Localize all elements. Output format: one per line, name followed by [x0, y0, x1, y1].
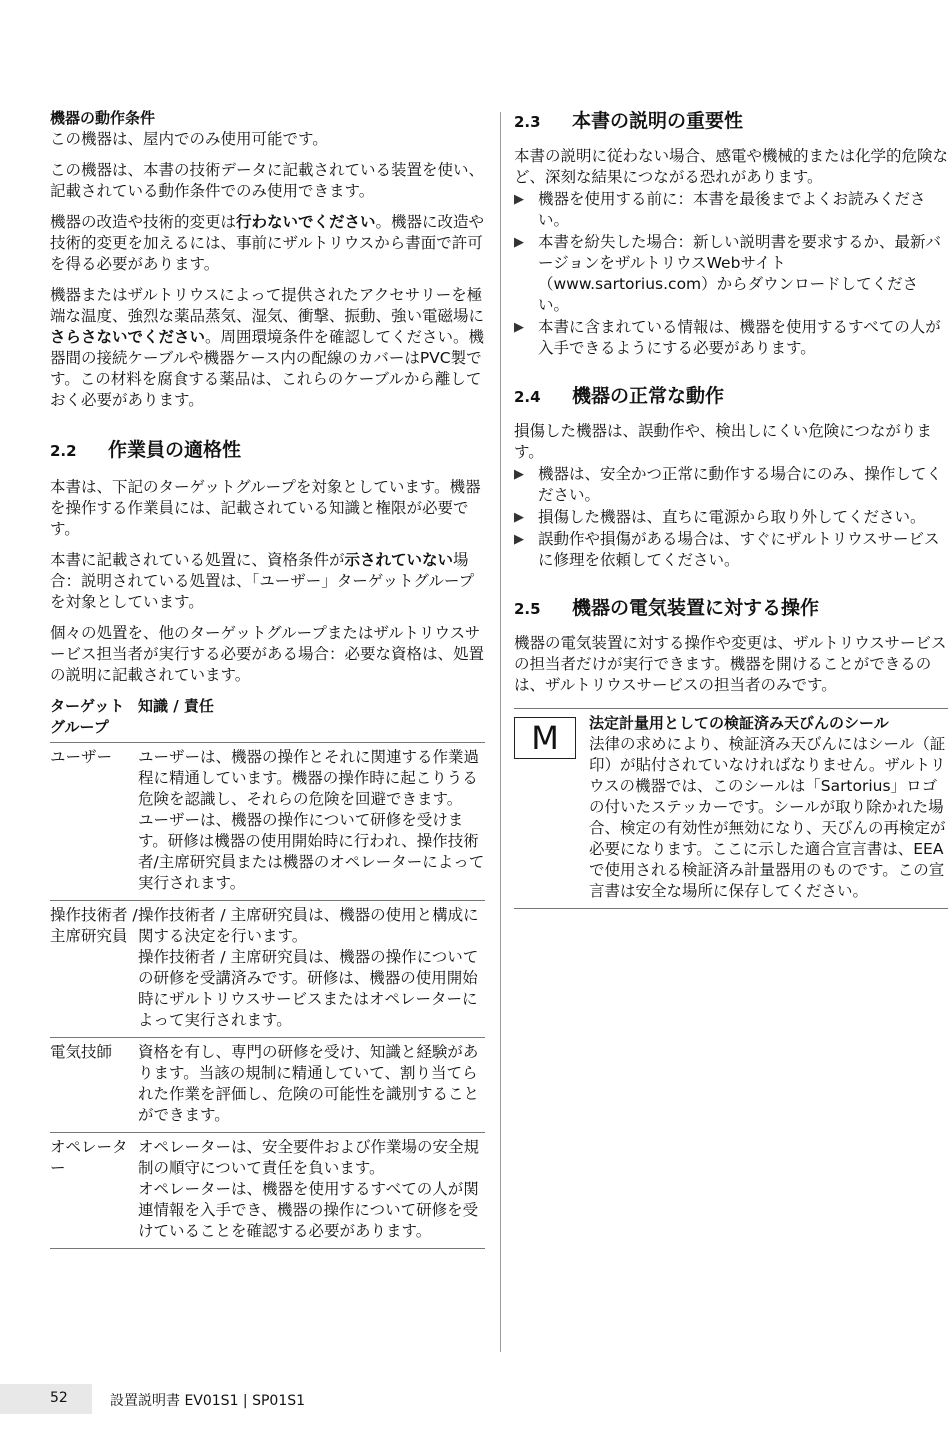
section-2-3-heading	[514, 108, 948, 134]
page-footer	[0, 1384, 950, 1414]
section-2-4-heading	[514, 383, 948, 409]
group-cell: 操作技術者 / 主席研究員	[50, 901, 138, 1038]
list-item: ▶ 機器は、安全かつ正常に動作する場合にのみ、操作してください。	[514, 465, 942, 504]
section-title: 機器の電気装置に対する操作	[572, 597, 820, 619]
importance-bullets	[514, 189, 948, 359]
section-2-5-heading	[514, 595, 948, 621]
table-row	[50, 1133, 485, 1249]
list-item: ▶ 本書に含まれている情報は、機器を使用するすべての人が入手できるようにする必要があります。	[514, 318, 941, 357]
page-number-tab	[0, 1384, 92, 1414]
section-number: 2.3	[514, 113, 541, 131]
qualification-paragraph-1: 本書は、下記のターゲットグループを対象としています。機器を操作する作業員には、記載されている知識と権限が必要です。	[50, 478, 481, 538]
operating-conditions-heading: 機器の動作条件	[50, 109, 156, 127]
column-header-group: ターゲットグループ	[50, 697, 125, 736]
conditions-paragraph-3: 機器の改造や技術的変更は行わないでください。機器に改造や技術的変更を加えるには、事前にザルトリウスから書面で許可を得る必要があります。	[50, 213, 485, 273]
description-cell: ユーザーは、機器の操作とそれに関連する作業過程に精通しています。機器の操作時に起こりうる危険を認識し、それらの危険を回避できます。 ユーザーは、機器の操作について研修を受けます。研修は機器の使用開始時に行われ、操作技術者/主席研究員または機器のオペレーターによって実行されます。	[138, 743, 485, 901]
list-item: ▶ 誤動作や損傷がある場合は、すぐにザルトリウスサービスに修理を依頼してください。	[514, 530, 940, 569]
metrology-m-icon: M	[514, 717, 576, 759]
arrow-icon: ▶	[514, 467, 524, 482]
qualification-paragraph-3: 個々の処置を、他のターゲットグループまたはザルトリウスサービス担当者が実行する必要がある場合：必要な資格は、処置の説明に記載されています。	[50, 624, 485, 684]
section-number: 2.4	[514, 388, 541, 406]
group-cell: ユーザー	[50, 743, 138, 901]
section-2-2-heading	[50, 437, 485, 463]
section-number: 2.5	[514, 600, 541, 618]
section-title: 作業員の適格性	[108, 439, 242, 461]
list-item: ▶ 本書を紛失した場合：新しい説明書を要求するか、最新バージョンをザルトリウスWebサイト（www.sartorius.com）からダウンロードしてください。	[514, 233, 942, 314]
group-cell: 電気技師	[50, 1038, 138, 1133]
description-cell: オペレーターは、安全要件および作業場の安全規制の順守について責任を負います。 オペレーターは、機器を使用するすべての人が関連情報を入手でき、機器の操作について研修を受けていることを確認する必要があります。	[138, 1133, 485, 1249]
right-column	[514, 108, 948, 909]
section-title: 本書の説明の重要性	[572, 110, 744, 132]
verification-seal-notice	[514, 708, 948, 909]
arrow-icon: ▶	[514, 192, 524, 207]
table-row	[50, 743, 485, 901]
table-header-row	[50, 696, 485, 743]
conditions-paragraph-1: この機器は、屋内でのみ使用可能です。	[50, 130, 328, 148]
list-item: ▶ 損傷した機器は、直ちに電源から取り外してください。	[514, 508, 926, 526]
table-row	[50, 901, 485, 1038]
operation-paragraph: 損傷した機器は、誤動作や、検出しにくい危険につながります。	[514, 422, 932, 461]
arrow-icon: ▶	[514, 532, 524, 547]
operation-bullets	[514, 464, 948, 571]
arrow-icon: ▶	[514, 510, 524, 525]
group-cell: オペレーター	[50, 1133, 138, 1249]
column-header-knowledge: 知識 / 責任	[138, 697, 214, 715]
conditions-paragraph-2: この機器は、本書の技術データに記載されている装置を使い、記載されている動作条件でのみ使用できます。	[50, 161, 485, 200]
qualification-paragraph-2: 本書に記載されている処置に、資格条件が示されていない場合：説明されている処置は、「ユーザー」ターゲットグループを対象としています。	[50, 551, 475, 611]
left-column	[50, 108, 485, 1249]
arrow-icon: ▶	[514, 235, 524, 250]
target-group-table	[50, 696, 485, 1249]
description-cell: 操作技術者 / 主席研究員は、機器の使用と構成に関する決定を行います。 操作技術者 / 主席研究員は、機器の操作についての研修を受講済みです。研修は、機器の使用開始時にザルトリウスサービスまたはオペレーターによって実行されます。	[138, 901, 485, 1038]
notice-title: 法定計量用としての検証済み天びんのシール	[589, 714, 889, 732]
column-divider	[500, 112, 501, 1352]
document-title: 設置説明書 EV01S1 | SP01S1	[110, 1393, 306, 1409]
conditions-paragraph-4: 機器またはザルトリウスによって提供されたアクセサリーを極端な温度、強烈な薬品蒸気、湿気、衝撃、振動、強い電磁場にさらさないでください。周囲環境条件を確認してください。機器間の接続ケーブルや機器ケース内の配線のカバーはPVC製です。この材料を腐食する薬品は、これらのケーブルから離しておく必要があります。	[50, 286, 485, 409]
section-title: 機器の正常な動作	[572, 385, 725, 407]
section-number: 2.2	[50, 442, 77, 460]
electrical-paragraph: 機器の電気装置に対する操作や変更は、ザルトリウスサービスの担当者だけが実行できます。機器を開けることができるのは、ザルトリウスサービスの担当者のみです。	[514, 634, 947, 694]
arrow-icon: ▶	[514, 320, 524, 335]
notice-text: 法律の求めにより、検証済み天びんにはシール（証印）が貼付されていなければなりません。ザルトリウスの機器では、このシールは「Sartorius」ロゴの付いたステッカーです。シールが取り除かれた場合、検定の有効性が無効になり、天びんの再検定が必要になります。ここに示した適合宣言書は、EEAで使用される検証済み計量器用のものです。この宣言書は安全な場所に保存してください。	[589, 735, 946, 900]
description-cell: 資格を有し、専門の研修を受け、知識と経験があります。当該の規制に精通していて、割り当てられた作業を評価し、危険の可能性を識別することができます。	[138, 1038, 485, 1133]
list-item: ▶ 機器を使用する前に：本書を最後までよくお読みください。	[514, 190, 926, 229]
page-number: 52	[50, 1390, 68, 1406]
importance-paragraph: 本書の説明に従わない場合、感電や機械的または化学的危険など、深刻な結果につながる恐れがあります。	[514, 147, 949, 186]
table-row	[50, 1038, 485, 1133]
